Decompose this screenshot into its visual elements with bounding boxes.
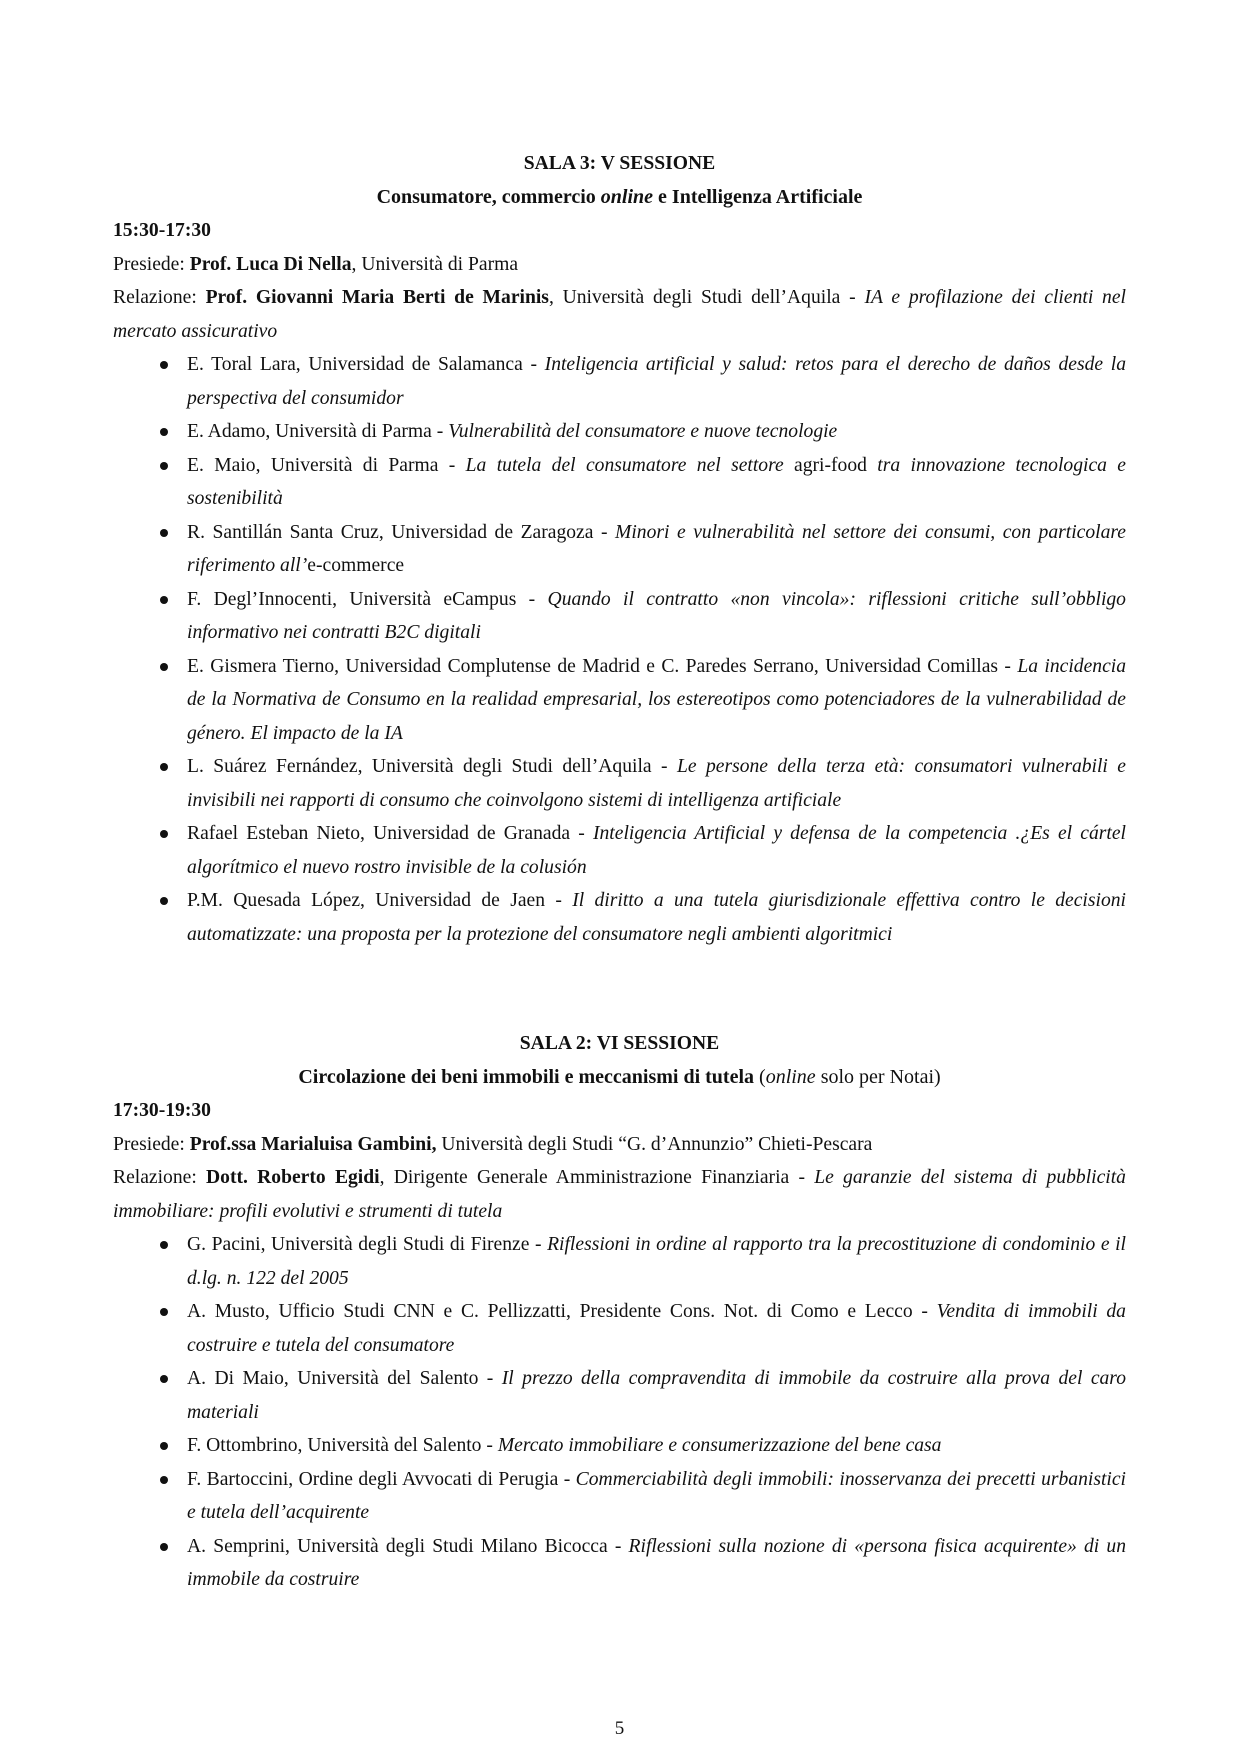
talk-item [113, 1362, 1126, 1429]
session-title-online: online [600, 185, 654, 208]
session-title-part: e Intelligenza Artificiale [653, 185, 863, 208]
talk-item [113, 884, 1126, 951]
talk-item [113, 1463, 1126, 1530]
talk-author: E. Toral Lara, Universidad de Salamanca - [187, 354, 545, 375]
page-number: 5 [614, 1718, 625, 1739]
talk-title: Inteligencia Artificial y defensa de la competencia .¿Es el cártel algorítmico el nuevo rostro invisible de la colusión [187, 823, 1126, 878]
talk-author: A. Di Maio, Università del Salento - [187, 1368, 502, 1389]
talk-item [113, 750, 1126, 817]
talk-title: Quando il contratto «non vincola»: riflessioni critiche sull’obbligo informativo nei contratti B2C digitali [187, 588, 1126, 643]
talk-list [113, 1228, 1126, 1597]
talk-item [113, 415, 1126, 449]
session-title-paren: ( [754, 1065, 766, 1088]
session-6 [113, 1027, 1126, 1597]
session-room-heading: SALA 2: VI SESSIONE [519, 1033, 720, 1054]
talk-title: Riflessioni sulla nozione di «persona fisica acquirente» di un immobile da costruire [187, 1535, 1127, 1590]
report-label: Relazione: [113, 287, 206, 308]
talk-author: E. Gismera Tierno, Universidad Complutense de Madrid e C. Paredes Serrano, Universidad Comillas - [187, 655, 1018, 677]
report-title: Le garanzie del sistema di pubblicità immobiliare: profili evolutivi e strumenti di tutela [113, 1167, 1126, 1222]
talk-title: La tutela del consumatore nel settore [465, 454, 795, 476]
talk-author: A. Musto, Ufficio Studi CNN e C. Pellizzatti, Presidente Cons. Not. di Como e Lecco - [187, 1301, 937, 1322]
talk-item [113, 1295, 1126, 1362]
session-title-part: Circolazione dei beni immobili e meccanismi di tutela [298, 1065, 755, 1088]
report-speaker: Dott. Roberto Egidi [206, 1167, 380, 1188]
session-report [113, 1161, 1126, 1228]
talk-author: P.M. Quesada López, Universidad de Jaen - [187, 890, 573, 911]
talk-author: F. Bartoccini, Ordine degli Avvocati di Perugia - [187, 1468, 576, 1490]
talk-item [113, 1429, 1126, 1463]
talk-author: F. Ottombrino, Università del Salento - [187, 1435, 498, 1456]
talk-author: F. Degl’Innocenti, Università eCampus - [187, 588, 548, 610]
talk-item [113, 650, 1126, 751]
talk-item [113, 1228, 1126, 1295]
session-room-heading: SALA 3: V SESSIONE [523, 153, 716, 174]
report-title: IA e profilazione dei clienti nel mercato assicurativo [113, 287, 1126, 342]
talk-title: Il prezzo della compravendita di immobile da costruire alla prova del caro materiali [187, 1368, 1127, 1423]
talk-title: Inteligencia artificial y salud: retos para el derecho de daños desde la perspectiva del consumidor [187, 354, 1126, 409]
chair-label: Presiede: [113, 1133, 190, 1155]
session-title-part: Consumatore, commercio [376, 185, 601, 208]
talk-title-plain: agri-food [794, 454, 867, 476]
talk-item [113, 348, 1126, 415]
talk-item [113, 449, 1126, 516]
session-time: 17:30-19:30 [113, 1100, 211, 1121]
report-speaker: Prof. Giovanni Maria Berti de Marinis [205, 287, 549, 308]
talk-author: G. Pacini, Università degli Studi di Firenze - [187, 1234, 548, 1255]
session-title [113, 181, 1126, 215]
chair-name: Prof.ssa Marialuisa Gambini, [189, 1133, 437, 1155]
talk-title-plain: e-commerce [307, 555, 405, 576]
report-affiliation: , Dirigente Generale Amministrazione Finanziaria - [379, 1167, 815, 1188]
session-title-paren: solo per Notai) [815, 1065, 941, 1088]
talk-title: Riflessioni in ordine al rapporto tra la precostituzione di condominio e il d.lg. n. 122 del 2005 [187, 1234, 1126, 1289]
talk-title: Le persone della terza età: consumatori vulnerabili e invisibili nei rapporti di consumo che coinvolgono sistemi di intelligenza artificiale [187, 756, 1126, 811]
talk-title: Commerciabilità degli immobili: inosservanza dei precetti urbanistici e tutela dell’acquirente [187, 1468, 1126, 1523]
report-label: Relazione: [113, 1167, 207, 1188]
talk-item [113, 1530, 1126, 1597]
talk-title: Il diritto a una tutela giurisdizionale effettiva contro le decisioni automatizzate: una proposta per la protezione del consumatore negli ambienti algoritmici [187, 890, 1126, 945]
talk-title: Vulnerabilità del consumatore e nuove tecnologie [448, 421, 838, 442]
talk-item [113, 516, 1126, 583]
talk-author: E. Maio, Università di Parma - [187, 454, 466, 476]
session-chair [113, 1128, 1126, 1162]
talk-item [113, 817, 1126, 884]
talk-author: E. Adamo, Università di Parma - [187, 421, 449, 442]
talk-title: Vendita di immobili da costruire e tutela del consumatore [187, 1301, 1126, 1356]
chair-affiliation: , Università di Parma [351, 253, 519, 275]
chair-affiliation: Università degli Studi “G. d’Annunzio” Chieti-Pescara [436, 1133, 873, 1155]
talk-author: R. Santillán Santa Cruz, Universidad de Zaragoza - [187, 521, 616, 543]
talk-author: Rafael Esteban Nieto, Universidad de Granada - [187, 823, 593, 844]
talk-author: A. Semprini, Università degli Studi Milano Bicocca - [187, 1535, 629, 1557]
session-5 [113, 147, 1126, 951]
session-title-online: online [765, 1065, 816, 1088]
chair-name: Prof. Luca Di Nella [189, 253, 352, 275]
talk-author: L. Suárez Fernández, Università degli Studi dell’Aquila - [187, 756, 677, 777]
report-affiliation: , Università degli Studi dell’Aquila - [548, 287, 865, 308]
talk-title: Minori e vulnerabilità nel settore dei consumi, con particolare riferimento all’ [187, 521, 1126, 576]
session-report [113, 281, 1126, 348]
talk-title-cont: tra innovazione tecnologica e sostenibilità [187, 454, 1126, 509]
talk-title: La incidencia de la Normativa de Consumo en la realidad empresarial, los estereotipos como potenciadores de la vulnerabilidad de género. El impacto de la IA [187, 655, 1127, 744]
talk-list [113, 348, 1126, 951]
session-time: 15:30-17:30 [113, 220, 211, 241]
talk-item [113, 583, 1126, 650]
session-chair [113, 248, 1126, 282]
chair-label: Presiede: [113, 253, 190, 275]
talk-title: Mercato immobiliare e consumerizzazione del bene casa [497, 1435, 942, 1456]
session-title [113, 1061, 1126, 1095]
document-page [113, 0, 1126, 1753]
